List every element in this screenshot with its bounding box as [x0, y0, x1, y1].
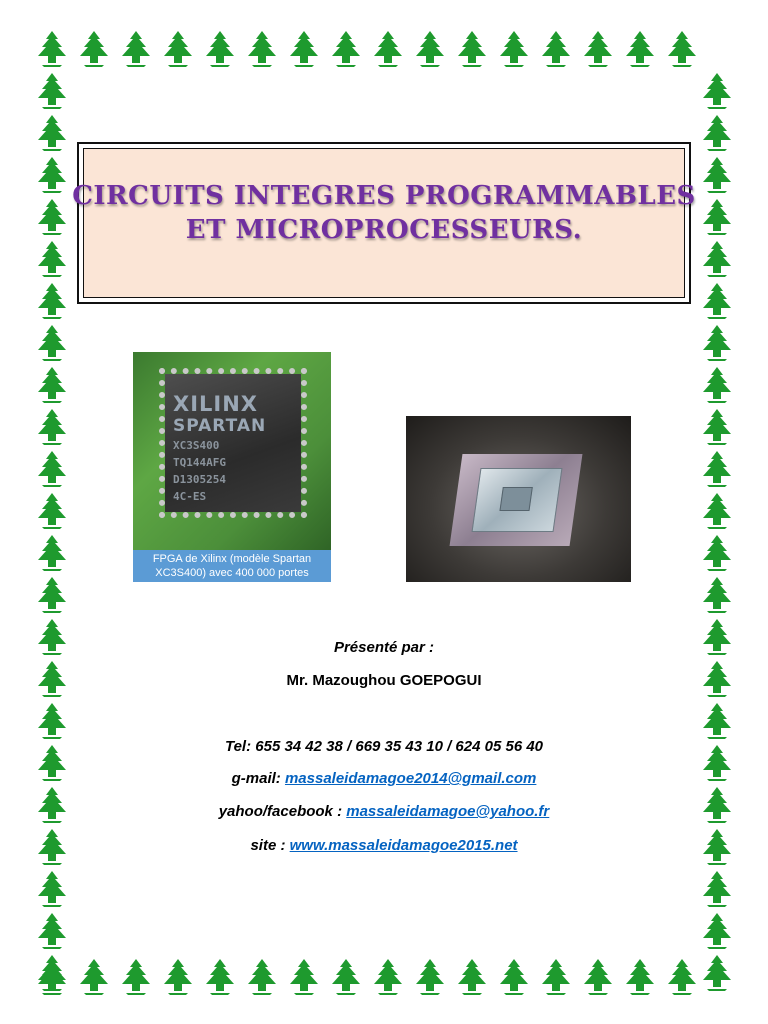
christmas-tree-icon: [697, 324, 737, 362]
christmas-tree-icon: [242, 958, 282, 996]
christmas-tree-icon: [32, 114, 72, 152]
fpga-photo: [133, 352, 331, 582]
christmas-tree-icon: [32, 282, 72, 320]
chip-code-line: XC3S400: [173, 439, 220, 452]
presented-by-label: Présenté par :: [333, 639, 435, 656]
christmas-tree-icon: [32, 912, 72, 950]
tel-row: [0, 738, 768, 755]
christmas-tree-icon: [32, 198, 72, 236]
christmas-tree-icon: [410, 958, 450, 996]
christmas-tree-icon: [697, 870, 737, 908]
christmas-tree-icon: [32, 534, 72, 572]
christmas-tree-icon: [410, 30, 450, 68]
christmas-tree-icon: [662, 958, 702, 996]
title-line-2: ET MICROPROCESSEURS.: [185, 215, 583, 245]
christmas-tree-icon: [284, 30, 324, 68]
christmas-tree-icon: [697, 450, 737, 488]
christmas-tree-icon: [32, 492, 72, 530]
caption-line-1: FPGA de Xilinx (modèle Spartan: [152, 553, 312, 565]
christmas-tree-icon: [578, 958, 618, 996]
christmas-tree-icon: [452, 958, 492, 996]
presented-by: [0, 639, 768, 656]
christmas-tree-icon: [368, 958, 408, 996]
chip-brand: XILINX: [173, 392, 258, 416]
chip-code-line: TQ144AFG: [173, 456, 226, 469]
christmas-tree-icon: [32, 450, 72, 488]
gmail-label: g-mail:: [231, 770, 281, 787]
christmas-tree-icon: [32, 72, 72, 110]
christmas-tree-icon: [32, 324, 72, 362]
site-row: [0, 837, 768, 854]
christmas-tree-icon: [326, 958, 366, 996]
christmas-tree-icon: [536, 958, 576, 996]
christmas-tree-icon: [578, 30, 618, 68]
gmail-link[interactable]: massaleidamagoe2014@gmail.com: [284, 770, 537, 787]
silicon-die: [472, 468, 563, 532]
christmas-tree-icon: [697, 72, 737, 110]
christmas-tree-icon: [494, 30, 534, 68]
christmas-tree-icon: [697, 702, 737, 740]
christmas-tree-icon: [697, 408, 737, 446]
presenter-name: Mr. Mazoughou GOEPOGUI: [286, 672, 482, 689]
christmas-tree-icon: [494, 958, 534, 996]
chip-series: SPARTAN: [173, 416, 267, 436]
christmas-tree-icon: [368, 30, 408, 68]
christmas-tree-icon: [32, 366, 72, 404]
yahoo-label: yahoo/facebook :: [218, 803, 343, 820]
christmas-tree-icon: [697, 114, 737, 152]
christmas-tree-icon: [697, 282, 737, 320]
christmas-tree-icon: [32, 156, 72, 194]
presenter-name-row: [0, 672, 768, 689]
christmas-tree-icon: [158, 958, 198, 996]
christmas-tree-icon: [284, 958, 324, 996]
christmas-tree-icon: [697, 156, 737, 194]
microprocessor-die-photo: [406, 416, 631, 582]
title-line-1: CIRCUITS INTEGRES PROGRAMMABLES: [72, 181, 696, 211]
chip-markings: [173, 394, 303, 503]
christmas-tree-icon: [697, 492, 737, 530]
yahoo-row: [0, 803, 768, 820]
christmas-tree-icon: [158, 30, 198, 68]
christmas-tree-icon: [536, 30, 576, 68]
gmail-row: [0, 770, 768, 787]
title-inner: [72, 148, 696, 298]
christmas-tree-icon: [200, 30, 240, 68]
christmas-tree-icon: [32, 408, 72, 446]
christmas-tree-icon: [242, 30, 282, 68]
christmas-tree-icon: [74, 958, 114, 996]
christmas-tree-icon: [697, 954, 737, 992]
christmas-tree-icon: [697, 240, 737, 278]
chip-code-line: 4C-ES: [173, 490, 207, 503]
christmas-tree-icon: [326, 30, 366, 68]
yahoo-link[interactable]: massaleidamagoe@yahoo.fr: [346, 803, 550, 820]
christmas-tree-icon: [620, 30, 660, 68]
christmas-tree-icon: [620, 958, 660, 996]
christmas-tree-icon: [74, 30, 114, 68]
christmas-tree-icon: [32, 954, 72, 992]
chip-code-line: D1305254: [173, 473, 226, 486]
christmas-tree-icon: [116, 30, 156, 68]
christmas-tree-icon: [662, 30, 702, 68]
christmas-tree-icon: [452, 30, 492, 68]
christmas-tree-icon: [32, 240, 72, 278]
christmas-tree-icon: [32, 870, 72, 908]
christmas-tree-icon: [200, 958, 240, 996]
christmas-tree-icon: [32, 702, 72, 740]
site-link[interactable]: www.massaleidamagoe2015.net: [289, 837, 518, 854]
christmas-tree-icon: [697, 534, 737, 572]
christmas-tree-icon: [697, 366, 737, 404]
christmas-tree-icon: [116, 958, 156, 996]
tel-label: Tel:: [224, 738, 252, 755]
caption-line-2: XC3S400) avec 400 000 portes: [155, 567, 309, 579]
photo-caption: [133, 550, 331, 582]
christmas-tree-icon: [697, 912, 737, 950]
christmas-tree-icon: [697, 576, 737, 614]
christmas-tree-icon: [32, 30, 72, 68]
christmas-tree-icon: [697, 198, 737, 236]
tel-value: 655 34 42 38 / 669 35 43 10 / 624 05 56 40: [255, 738, 544, 755]
site-label: site :: [250, 837, 286, 854]
title-box: [72, 142, 696, 304]
christmas-tree-icon: [32, 576, 72, 614]
